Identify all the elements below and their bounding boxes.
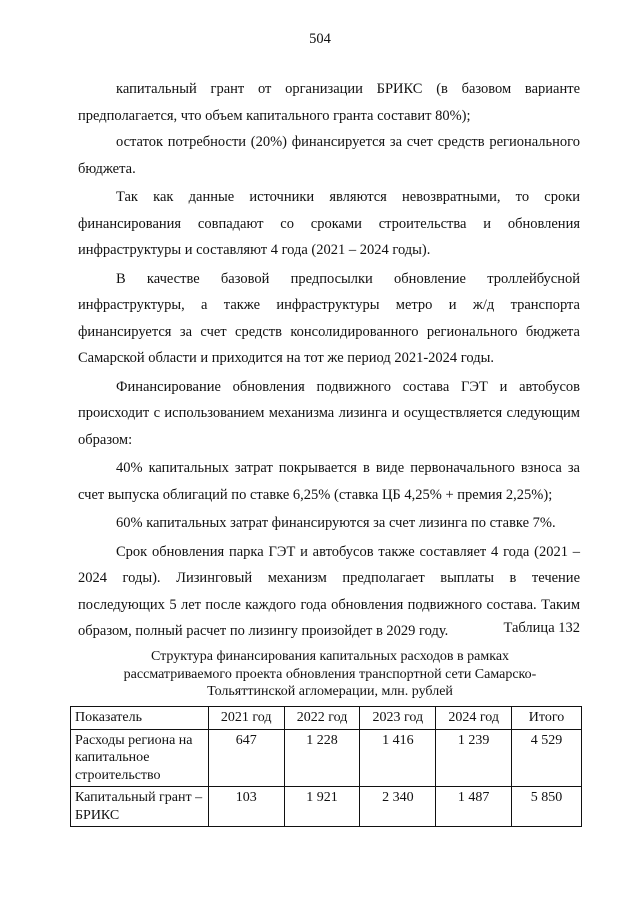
paragraph: 60% капитальных затрат финансируются за счет лизинга по ставке 7%. <box>116 515 556 531</box>
financing-table <box>70 706 582 827</box>
paragraph: остаток потребности (20%) финансируется за счет средств регионального бюджета. <box>78 134 580 177</box>
page-number: 504 <box>309 31 331 47</box>
paragraph: В качестве базовой предпосылки обновление троллейбусной инфраструктуры, а также инфраструктуры метро и ж/д транспорта финансируется за счет средств консолидированного регионального бюджета Самарской области и приходится на тот же период 2021-2024 годы. <box>78 270 580 366</box>
header-2021: 2021 год <box>208 707 284 730</box>
cell-value: 1 228 <box>284 729 360 787</box>
cell-value: 4 529 <box>512 729 582 787</box>
paragraph: Так как данные источники являются невозвратными, то сроки финансирования совпадают со сроками строительства и обновления инфраструктуры и составляют 4 года (2021 – 2024 годы). <box>78 189 580 258</box>
header-indicator: Показатель <box>71 707 209 730</box>
header-2023: 2023 год <box>360 707 436 730</box>
body-text <box>78 76 580 645</box>
cell-value: 2 340 <box>360 787 436 827</box>
cell-value: 1 921 <box>284 787 360 827</box>
table-label: Таблица 132 <box>503 620 580 636</box>
paragraph: Срок обновления парка ГЭТ и автобусов также составляет 4 года (2021 – 2024 годы). Лизинговый механизм предполагает выплаты в течение последующих 5 лет после каждого года обновления подвижного состава. Таким образом, полный расчет по лизингу произойдет в 2029 году. <box>78 543 580 639</box>
row-label: Капитальный грант – БРИКС <box>71 787 209 827</box>
table-title: Структура финансирования капитальных расходов в рамках рассматриваемого проекта обновления транспортной сети Самарско-Тольяттинской агломерации, млн. рублей <box>123 649 537 699</box>
paragraph: капитальный грант от организации БРИКС (в базовом варианте предполагается, что объем капитального гранта составит 80%); <box>78 81 580 124</box>
header-total: Итого <box>512 707 582 730</box>
cell-value: 5 850 <box>512 787 582 827</box>
paragraph: Финансирование обновления подвижного состава ГЭТ и автобусов происходит с использованием механизма лизинга и осуществляется следующим образом: <box>78 378 580 448</box>
cell-value: 1 487 <box>436 787 512 827</box>
cell-value: 647 <box>208 729 284 787</box>
header-2024: 2024 год <box>436 707 512 730</box>
table-row <box>71 729 582 787</box>
cell-value: 1 416 <box>360 729 436 787</box>
table-header-row <box>71 707 582 730</box>
header-2022: 2022 год <box>284 707 360 730</box>
paragraph: 40% капитальных затрат покрывается в виде первоначального взноса за счет выпуска облигаций по ставке 6,25% (ставка ЦБ 4,25% + премия 2,25%); <box>78 460 580 503</box>
cell-value: 103 <box>208 787 284 827</box>
cell-value: 1 239 <box>436 729 512 787</box>
table-row <box>71 787 582 827</box>
row-label: Расходы региона на капитальное строительство <box>71 729 209 787</box>
